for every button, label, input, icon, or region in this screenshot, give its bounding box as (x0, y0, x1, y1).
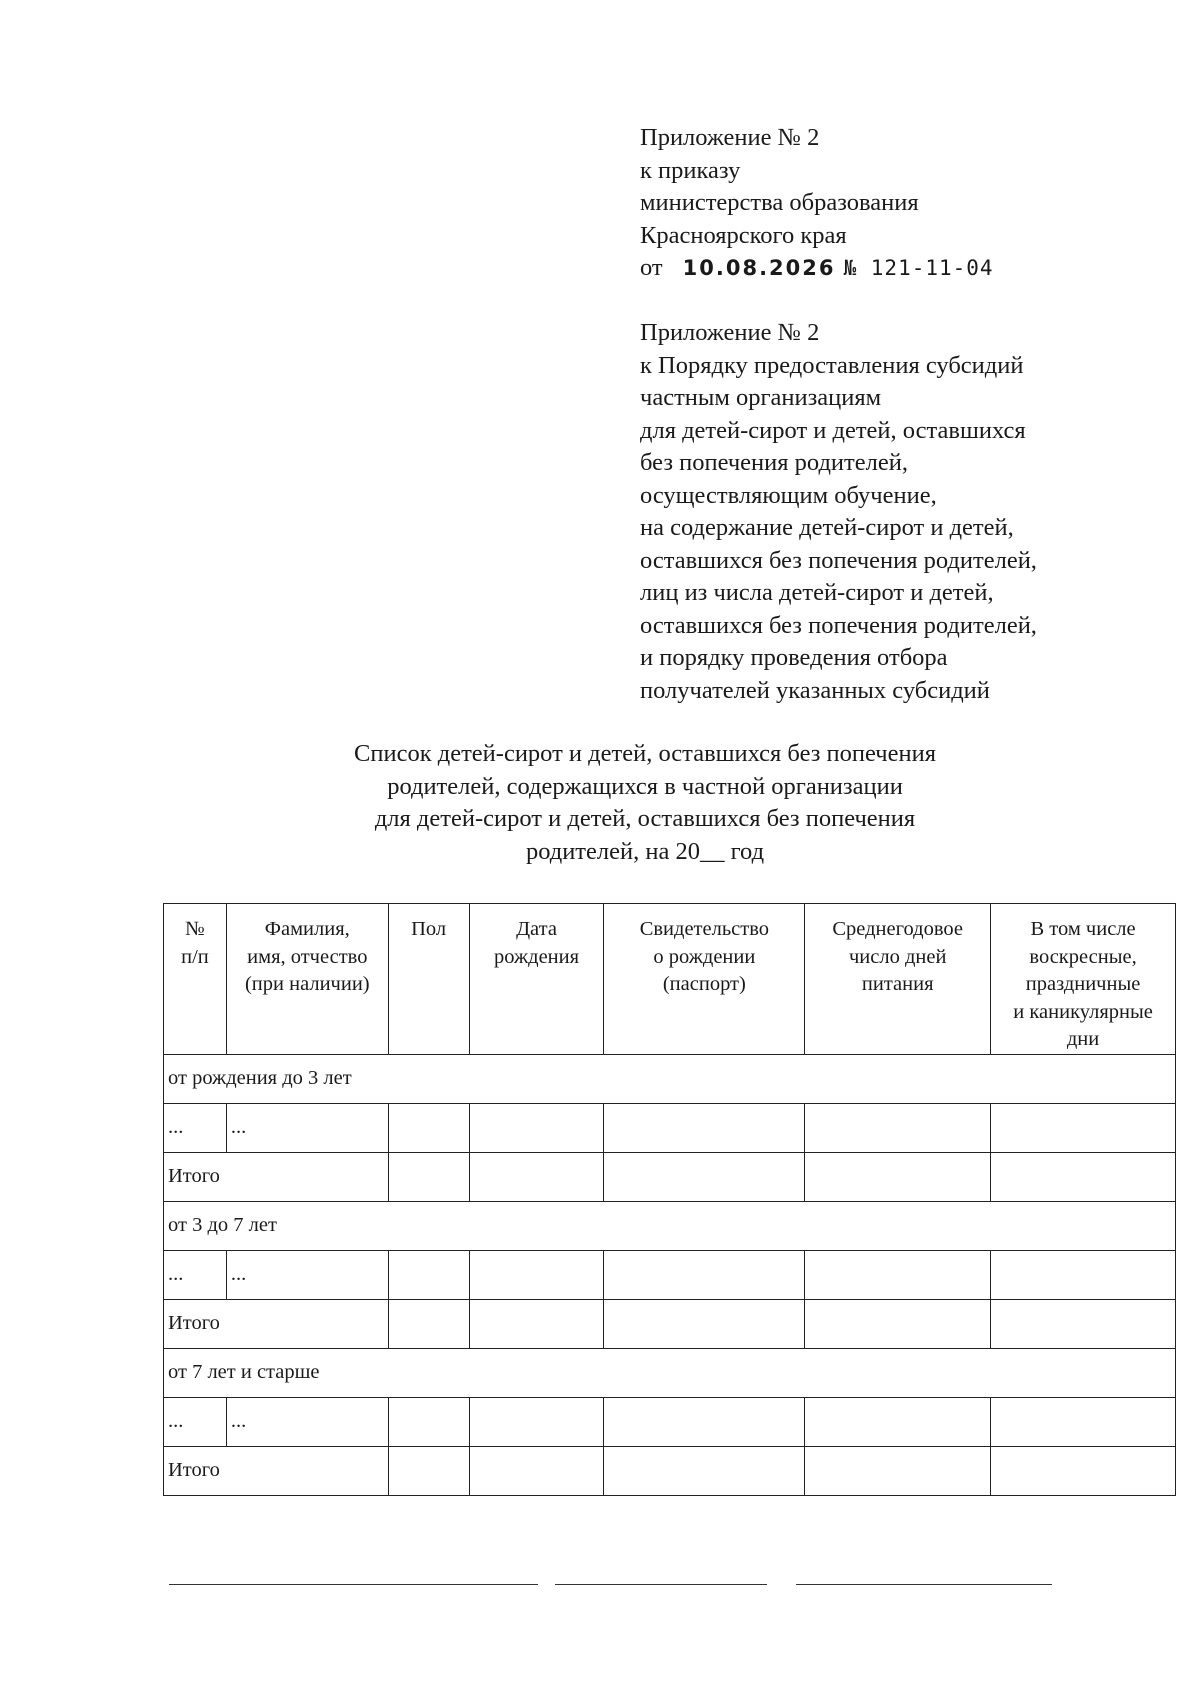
empty-cell (805, 1250, 991, 1299)
document-title-line: для детей-сирот и детей, оставшихся без попечения (374, 805, 916, 832)
empty-cell (469, 1299, 604, 1348)
empty-cell (469, 1250, 604, 1299)
group-row (164, 1054, 1176, 1103)
empty-cell (805, 1299, 991, 1348)
empty-cell (604, 1397, 805, 1446)
annex-procedure-line: осуществляющим обучение, (640, 481, 937, 509)
order-number-handwritten: № 121-11-04 (843, 256, 994, 280)
empty-cell (805, 1103, 991, 1152)
annex-procedure-line: оставшихся без попечения родителей, (640, 611, 1037, 639)
empty-cell (991, 1152, 1176, 1201)
header-avg-meal-days: Среднегодовое число дней питания (805, 904, 991, 1055)
annex-order-block (640, 122, 994, 285)
header-birth-date: Дата рождения (469, 904, 604, 1055)
empty-cell (604, 1250, 805, 1299)
group-label: от рождения до 3 лет (164, 1054, 1176, 1103)
empty-cell (388, 1397, 469, 1446)
empty-cell (991, 1446, 1176, 1495)
total-label: Итого (164, 1152, 389, 1201)
empty-cell (604, 1103, 805, 1152)
row-number-cell: ... (164, 1103, 227, 1152)
annex-procedure-line: лиц из числа детей-сирот и детей, (640, 579, 994, 606)
empty-cell (604, 1446, 805, 1495)
empty-cell (805, 1446, 991, 1495)
empty-cell (805, 1152, 991, 1201)
group-label: от 7 лет и старше (164, 1348, 1176, 1397)
empty-cell (805, 1397, 991, 1446)
empty-cell (388, 1299, 469, 1348)
annex-order-line: к приказу (640, 156, 741, 184)
empty-cell (991, 1250, 1176, 1299)
table-row (164, 1250, 1176, 1299)
empty-cell (388, 1103, 469, 1152)
total-label: Итого (164, 1299, 389, 1348)
group-label: от 3 до 7 лет (164, 1201, 1176, 1250)
table-header-row (164, 904, 1176, 1055)
total-row (164, 1299, 1176, 1348)
document-title-line: родителей, содержащихся в частной организации (387, 772, 903, 800)
header-holiday-days: В том числе воскресные, праздничные и каникулярные дни (991, 904, 1176, 1055)
annex-procedure-line: Приложение № 2 (640, 319, 820, 346)
empty-cell (991, 1397, 1176, 1446)
annex-procedure-block (640, 317, 1037, 707)
children-list-table (163, 903, 1176, 1496)
order-date-stamp: 10.08.2026 (682, 256, 836, 280)
empty-cell (604, 1299, 805, 1348)
annex-procedure-line: оставшихся без попечения родителей, (640, 546, 1037, 574)
header-number: № п/п (164, 904, 227, 1055)
empty-cell (388, 1446, 469, 1495)
empty-cell (469, 1103, 604, 1152)
annex-procedure-line: к Порядку предоставления субсидий (640, 351, 1024, 379)
annex-order-title: Приложение № 2 (640, 124, 820, 151)
annex-order-region: Красноярского края (640, 221, 847, 249)
annex-procedure-line: без попечения родителей, (640, 449, 908, 476)
empty-cell (469, 1152, 604, 1201)
table-row (164, 1103, 1176, 1152)
group-row (164, 1348, 1176, 1397)
total-label: Итого (164, 1446, 389, 1495)
order-date-line (640, 252, 994, 285)
row-number-cell: ... (164, 1250, 227, 1299)
signature-line-signature (555, 1584, 767, 1585)
empty-cell (388, 1250, 469, 1299)
empty-cell (469, 1397, 604, 1446)
total-row (164, 1152, 1176, 1201)
signature-line-name (796, 1584, 1052, 1585)
annex-order-ministry: министерства образования (640, 189, 919, 216)
row-name-cell: ... (226, 1103, 388, 1152)
row-name-cell: ... (226, 1397, 388, 1446)
document-title-line: родителей, на 20__ год (525, 837, 765, 865)
document-title (250, 738, 1040, 868)
empty-cell (991, 1299, 1176, 1348)
header-sex: Пол (388, 904, 469, 1055)
empty-cell (991, 1103, 1176, 1152)
row-name-cell: ... (226, 1250, 388, 1299)
order-date-prefix: от (640, 254, 663, 281)
annex-procedure-line: на содержание детей-сирот и детей, (640, 514, 1014, 541)
empty-cell (469, 1446, 604, 1495)
group-row (164, 1201, 1176, 1250)
header-full-name: Фамилия, имя, отчество (при наличии) (226, 904, 388, 1055)
annex-procedure-line: частным организациям (640, 384, 882, 411)
total-row (164, 1446, 1176, 1495)
signature-line-position (169, 1584, 538, 1585)
header-birth-certificate: Свидетельство о рождении (паспорт) (604, 904, 805, 1055)
table-row (164, 1397, 1176, 1446)
empty-cell (388, 1152, 469, 1201)
row-number-cell: ... (164, 1397, 227, 1446)
empty-cell (604, 1152, 805, 1201)
annex-procedure-line: получателей указанных субсидий (640, 676, 990, 704)
annex-procedure-line: для детей-сирот и детей, оставшихся (640, 416, 1026, 444)
document-title-line: Список детей-сирот и детей, оставшихся без попечения (354, 740, 936, 767)
annex-procedure-line: и порядку проведения отбора (640, 644, 948, 671)
